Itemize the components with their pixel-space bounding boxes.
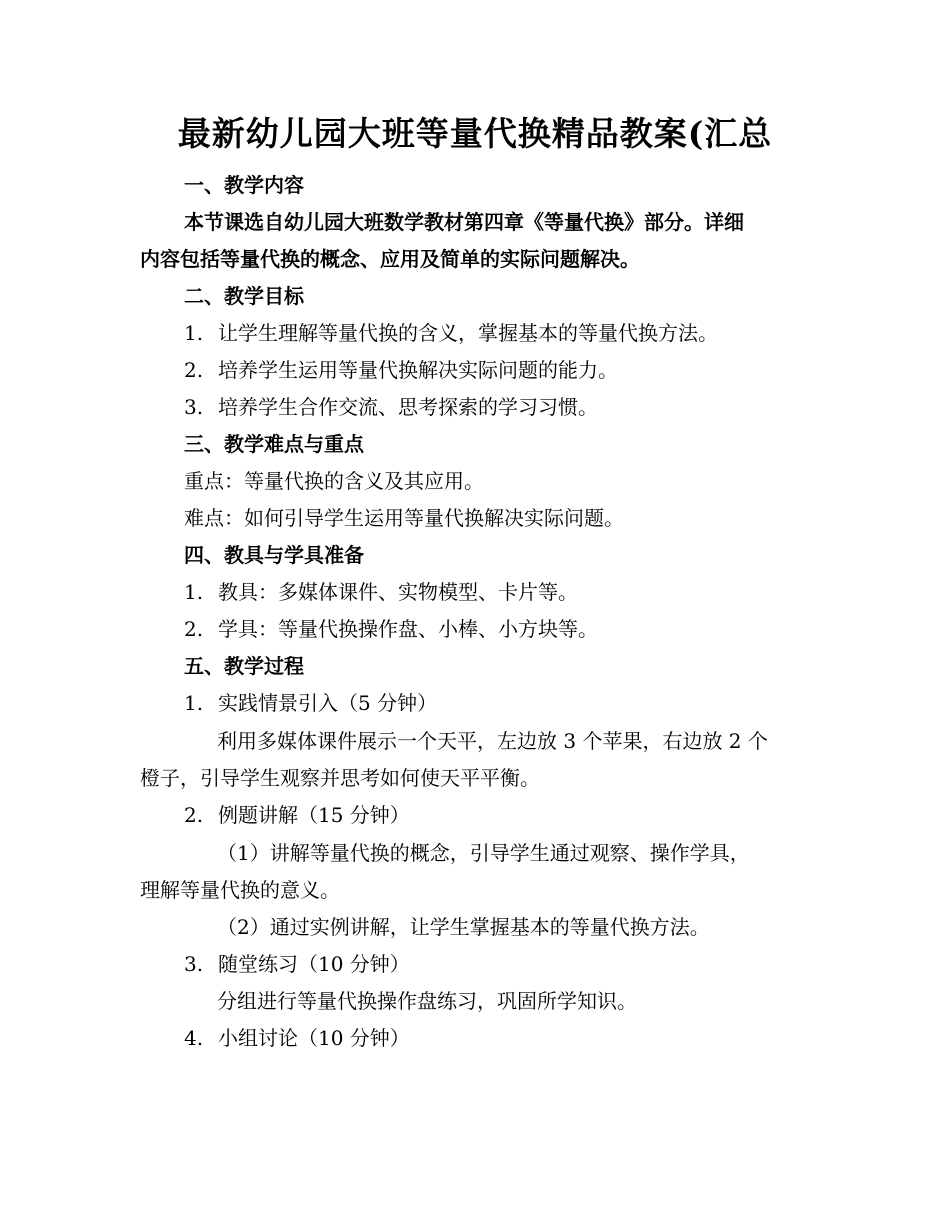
step-title-text: 实践情景引入（5 分钟）: [218, 691, 438, 715]
section-heading-materials: 四、教具与学具准备: [184, 543, 364, 567]
goal-text: 培养学生合作交流、思考探索的学习习惯。: [218, 395, 598, 419]
section-heading-content: 一、教学内容: [184, 173, 304, 197]
step3-text-line-1: 分组进行等量代换操作盘练习，巩固所学知识。: [217, 989, 637, 1013]
step-number: 3.: [184, 952, 204, 976]
material-text: 教具：多媒体课件、实物模型、卡片等。: [218, 580, 578, 604]
step-number: 4.: [184, 1026, 204, 1050]
process-step-title: [184, 690, 437, 716]
material-number: 2.: [184, 617, 204, 641]
step-number: 2.: [184, 803, 204, 827]
section-heading-goals: 二、教学目标: [184, 284, 304, 308]
material-number: 1.: [184, 580, 204, 604]
step1-text-line-1: 利用多媒体课件展示一个天平，左边放 3 个苹果，右边放 2 个: [217, 729, 768, 753]
goal-number: 3.: [184, 395, 204, 419]
material-item: [184, 616, 598, 642]
goal-text: 培养学生运用等量代换解决实际问题的能力。: [218, 358, 618, 382]
material-text: 学具：等量代换操作盘、小棒、小方块等。: [218, 617, 598, 641]
goal-text: 让学生理解等量代换的含义，掌握基本的等量代换方法。: [218, 321, 718, 345]
step2-sub1-line-1: （1）讲解等量代换的概念，引导学生通过观察、操作学具，: [217, 841, 750, 865]
process-step-title: [184, 802, 410, 828]
step-number: 1.: [184, 691, 204, 715]
section-heading-process: 五、教学过程: [184, 654, 304, 678]
process-step-title: [184, 951, 410, 977]
step-title-text: 小组讨论（10 分钟）: [218, 1026, 410, 1050]
goal-number: 1.: [184, 321, 204, 345]
content-paragraph-line-2: 内容包括等量代换的概念、应用及简单的实际问题解决。: [140, 247, 640, 271]
step2-sub2: （2）通过实例讲解，让学生掌握基本的等量代换方法。: [217, 915, 710, 939]
goal-item: [184, 357, 618, 383]
difficulty-text: 难点：如何引导学生运用等量代换解决实际问题。: [184, 506, 624, 530]
section-heading-key-points: 三、教学难点与重点: [184, 432, 364, 456]
step2-sub1-line-2: 理解等量代换的意义。: [140, 878, 340, 902]
process-step-title: [184, 1025, 410, 1051]
content-paragraph-line-1: 本节课选自幼儿园大班数学教材第四章《等量代换》部分。详细: [184, 210, 744, 234]
step-title-text: 例题讲解（15 分钟）: [218, 803, 410, 827]
step-title-text: 随堂练习（10 分钟）: [218, 952, 410, 976]
material-item: [184, 579, 578, 605]
goal-item: [184, 320, 718, 346]
document-title: 最新幼儿园大班等量代换精品教案(汇总: [177, 114, 773, 153]
step1-text-line-2: 橙子，引导学生观察并思考如何使天平平衡。: [140, 766, 540, 790]
goal-item: [184, 394, 598, 420]
key-point-text: 重点：等量代换的含义及其应用。: [184, 469, 484, 493]
goal-number: 2.: [184, 358, 204, 382]
